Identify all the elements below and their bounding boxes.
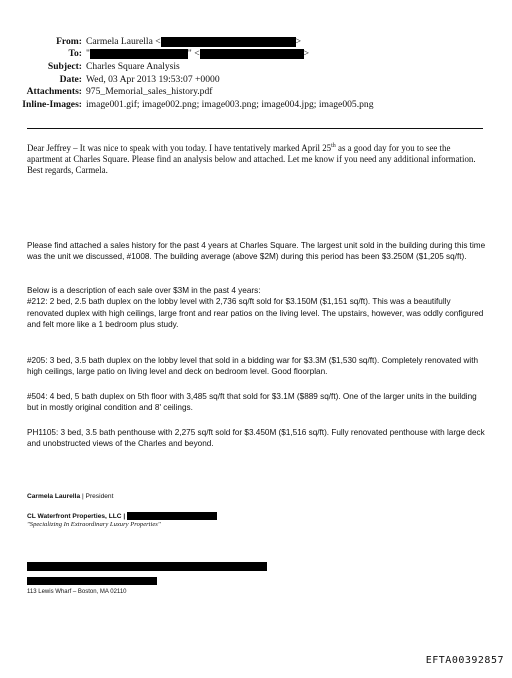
unit-205-description: #205: 3 bed, 3.5 bath duplex on the lobby level that sold in a bidding war for $3.3M ($1,530 sq/ft). Completely renovated with high ceilings, large patio on living level and deck on bedroom level. Good floorplan. bbox=[27, 356, 479, 377]
signature-separator: | bbox=[80, 493, 86, 500]
signature-company-line bbox=[27, 512, 217, 521]
body-paragraph-1 bbox=[27, 240, 489, 263]
unit-212-description: #212: 2 bed, 2.5 bath duplex on the lobby level with 2,736 sq/ft sold for $3.150M ($1,151 sq/ft). This was a beautifully renovated duplex with high ceilings, large front and rear patios on the living level. The upstairs, however, was oddly configured and felt more like a 1 bedroom plus study. bbox=[27, 297, 484, 329]
intro-superscript: th bbox=[331, 143, 336, 150]
from-name: Carmela Laurella < bbox=[86, 36, 161, 47]
signature-company: CL Waterfront Properties, LLC | bbox=[27, 512, 128, 520]
redaction-block bbox=[27, 562, 267, 571]
signature-name: Carmela Laurella bbox=[27, 493, 81, 500]
subject-value: Charles Square Analysis bbox=[86, 61, 180, 72]
sales-intro-line: Below is a description of each sale over $3M in the past 4 years: bbox=[27, 286, 261, 295]
redaction-block bbox=[90, 49, 188, 59]
attachments-label: Attachments: bbox=[26, 86, 82, 97]
attachments-value: 975_Memorial_sales_history.pdf bbox=[86, 86, 213, 97]
from-close: > bbox=[295, 36, 302, 47]
signature-tagline bbox=[27, 521, 161, 529]
from-value bbox=[86, 36, 301, 48]
date-value: Wed, 03 Apr 2013 19:53:07 +0000 bbox=[86, 74, 220, 85]
header-divider bbox=[27, 128, 483, 129]
redaction-block bbox=[161, 37, 296, 47]
signature-role: President bbox=[85, 493, 114, 500]
to-close: > bbox=[303, 48, 310, 59]
unit-504-description: #504: 4 bed, 5 bath duplex on 5th floor with 3,485 sq/ft that sold for $3.1M ($889 sq/ft). One of the larger units in the building but in mostly original condition and 8' ceilings. bbox=[27, 392, 477, 413]
redaction-block bbox=[27, 577, 157, 585]
signature-name-line bbox=[27, 493, 113, 501]
redaction-block bbox=[200, 49, 304, 59]
sales-history-summary: Please find attached a sales history for the past 4 years at Charles Square. The largest unit sold in the building during this time was the unit we discussed, #1008. The building average (above $2M) during this period has been $3.250M ($1,205 sq/ft). bbox=[27, 241, 486, 262]
body-paragraph-2 bbox=[27, 285, 489, 330]
unit-ph1105-description: PH1105: 3 bed, 3.5 bath penthouse with 2,275 sq/ft sold for $3.450M ($1,516 sq/ft). Fully renovated penthouse with large deck and unobstructed views of the Charles and beyond. bbox=[27, 428, 485, 449]
signature-address bbox=[27, 588, 127, 596]
to-mid: " < bbox=[187, 48, 200, 59]
to-quote: " bbox=[86, 48, 90, 59]
body-paragraph-4 bbox=[27, 391, 489, 414]
inline-images-value: image001.gif; image002.png; image003.png; image004.jpg; image005.png bbox=[86, 99, 374, 110]
from-label: From: bbox=[56, 36, 82, 47]
intro-text-1: Dear Jeffrey – It was nice to speak with you today. I have tentatively marked April 25 bbox=[27, 143, 332, 153]
intro-text-2: as a good day for you to see the apartment at Charles Square. Please find an analysis below and attached. Let me know if you need any additional information. Best regards, Carmela. bbox=[27, 143, 476, 176]
date-label: Date: bbox=[59, 74, 82, 85]
to-value bbox=[86, 48, 309, 60]
to-label: To: bbox=[68, 48, 82, 59]
subject-label: Subject: bbox=[47, 61, 82, 72]
document-id: EFTA00392857 bbox=[425, 655, 504, 666]
signature-tagline-text: "Specializing In Extraordinary Luxury Properties" bbox=[27, 521, 161, 528]
signature-address-text: 113 Lewis Wharf – Boston, MA 02110 bbox=[27, 589, 127, 595]
redaction-block bbox=[127, 512, 217, 520]
body-paragraph-5 bbox=[27, 427, 489, 450]
body-paragraph-3 bbox=[27, 355, 489, 378]
inline-images-label: Inline-Images: bbox=[22, 99, 82, 110]
intro-paragraph bbox=[27, 143, 487, 177]
